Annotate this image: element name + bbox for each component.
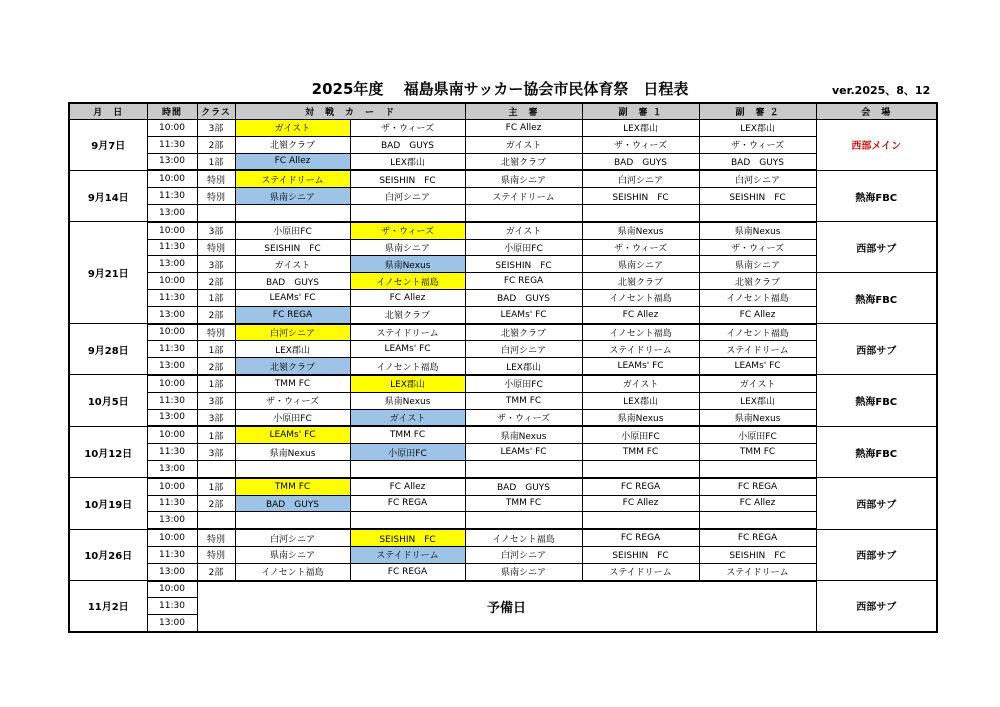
- team-b-cell: イノセント福島: [350, 358, 465, 375]
- referee-cell: 県南Nexus: [465, 426, 582, 443]
- referee-cell: TMM FC: [465, 392, 582, 409]
- assistant1-cell: SEISHIN FC: [582, 188, 699, 205]
- venue-cell: 西部メイン: [816, 120, 937, 171]
- team-b-cell: ザ・ウィーズ: [350, 222, 465, 239]
- table-row: [69, 409, 937, 426]
- team-b-cell: SEISHIN FC: [350, 529, 465, 546]
- class-cell: 3部: [197, 444, 235, 461]
- class-cell: 3部: [197, 392, 235, 409]
- class-cell: 2部: [197, 358, 235, 375]
- class-cell: 3部: [197, 120, 235, 137]
- assistant2-cell: [699, 204, 816, 221]
- assistant1-cell: 小原田FC: [582, 426, 699, 443]
- assistant1-cell: 北嶺クラブ: [582, 273, 699, 290]
- time-cell: 13:00: [147, 204, 197, 221]
- team-a-cell: ガイスト: [235, 120, 350, 137]
- team-b-cell: [350, 204, 465, 221]
- date-cell: 9月21日: [69, 222, 147, 324]
- team-b-cell: 白河シニア: [350, 188, 465, 205]
- referee-cell: 小原田FC: [465, 375, 582, 392]
- venue-cell: 熱海FBC: [816, 170, 937, 221]
- time-cell: 10:00: [147, 324, 197, 341]
- header-time: 時間: [147, 103, 197, 120]
- assistant1-cell: FC Allez: [582, 306, 699, 323]
- team-a-cell: 県南シニア: [235, 546, 350, 563]
- assistant2-cell: 小原田FC: [699, 426, 816, 443]
- assistant1-cell: ガイスト: [582, 375, 699, 392]
- table-row: [69, 358, 937, 375]
- assistant1-cell: 県南Nexus: [582, 409, 699, 426]
- time-cell: 10:00: [147, 426, 197, 443]
- class-cell: 1部: [197, 153, 235, 170]
- assistant1-cell: イノセント福島: [582, 289, 699, 306]
- time-cell: 10:00: [147, 529, 197, 546]
- assistant1-cell: イノセント福島: [582, 324, 699, 341]
- header-class: クラス: [197, 103, 235, 120]
- date-cell: 9月7日: [69, 120, 147, 171]
- time-cell: 13:00: [147, 358, 197, 375]
- table-row: [69, 512, 937, 529]
- table-row: [69, 546, 937, 563]
- time-cell: 11:30: [147, 188, 197, 205]
- assistant2-cell: イノセント福島: [699, 324, 816, 341]
- time-cell: 11:30: [147, 239, 197, 256]
- team-b-cell: 県南シニア: [350, 239, 465, 256]
- table-row: [69, 170, 937, 187]
- assistant1-cell: 白河シニア: [582, 170, 699, 187]
- class-cell: [197, 512, 235, 529]
- venue-cell: 西部サブ: [816, 478, 937, 529]
- assistant2-cell: FC REGA: [699, 478, 816, 495]
- team-a-cell: TMM FC: [235, 375, 350, 392]
- assistant2-cell: イノセント福島: [699, 289, 816, 306]
- class-cell: 1部: [197, 478, 235, 495]
- time-cell: 11:30: [147, 546, 197, 563]
- team-b-cell: 県南Nexus: [350, 392, 465, 409]
- assistant2-cell: 県南Nexus: [699, 222, 816, 239]
- team-b-cell: [350, 512, 465, 529]
- date-cell: 10月19日: [69, 478, 147, 529]
- table-row: [69, 563, 937, 580]
- table-row: [69, 444, 937, 461]
- table-row: [69, 495, 937, 512]
- time-cell: 13:00: [147, 512, 197, 529]
- venue-cell: 西部サブ: [816, 529, 937, 580]
- team-a-cell: FC Allez: [235, 153, 350, 170]
- page-title: 2025年度 福島県南サッカー協会市民体育祭 日程表: [311, 80, 689, 98]
- table-row: [69, 341, 937, 358]
- assistant2-cell: TMM FC: [699, 444, 816, 461]
- class-cell: 3部: [197, 256, 235, 273]
- table-row: [69, 375, 937, 392]
- table-row: [69, 306, 937, 323]
- class-cell: 特別: [197, 546, 235, 563]
- referee-cell: ザ・ウィーズ: [465, 409, 582, 426]
- team-a-cell: ガイスト: [235, 256, 350, 273]
- date-cell: 10月26日: [69, 529, 147, 580]
- class-cell: 特別: [197, 170, 235, 187]
- assistant2-cell: FC REGA: [699, 529, 816, 546]
- assistant1-cell: LEAMs' FC: [582, 358, 699, 375]
- table-row: [69, 529, 937, 546]
- class-cell: 1部: [197, 426, 235, 443]
- assistant1-cell: 県南Nexus: [582, 222, 699, 239]
- assistant2-cell: FC Allez: [699, 495, 816, 512]
- team-b-cell: イノセント福島: [350, 273, 465, 290]
- time-cell: 11:30: [147, 495, 197, 512]
- table-row: [69, 426, 937, 443]
- team-a-cell: 小原田FC: [235, 409, 350, 426]
- time-cell: 11:30: [147, 598, 197, 615]
- class-cell: 特別: [197, 188, 235, 205]
- venue-cell: 西部サブ: [816, 324, 937, 375]
- table-row: [69, 239, 937, 256]
- time-cell: 10:00: [147, 273, 197, 290]
- assistant2-cell: BAD GUYS: [699, 153, 816, 170]
- reserve-day-label: 予備日: [197, 581, 816, 632]
- assistant2-cell: LEAMs' FC: [699, 358, 816, 375]
- team-a-cell: 北嶺クラブ: [235, 358, 350, 375]
- class-cell: 特別: [197, 239, 235, 256]
- date-cell: 9月28日: [69, 324, 147, 375]
- team-b-cell: LEX郡山: [350, 375, 465, 392]
- assistant2-cell: ザ・ウィーズ: [699, 239, 816, 256]
- class-cell: [197, 204, 235, 221]
- header-matchup: 対 戦 カ ー ド: [235, 103, 465, 120]
- team-b-cell: TMM FC: [350, 426, 465, 443]
- referee-cell: [465, 204, 582, 221]
- header-assistant2: 副 審 ２: [699, 103, 816, 120]
- assistant2-cell: 県南Nexus: [699, 409, 816, 426]
- referee-cell: [465, 512, 582, 529]
- venue-cell: 熱海FBC: [816, 426, 937, 477]
- team-a-cell: 小原田FC: [235, 222, 350, 239]
- venue-cell: 熱海FBC: [816, 273, 937, 324]
- venue-cell: 西部サブ: [816, 581, 937, 632]
- referee-cell: TMM FC: [465, 495, 582, 512]
- schedule-body: [69, 120, 937, 632]
- team-a-cell: 白河シニア: [235, 529, 350, 546]
- assistant1-cell: SEISHIN FC: [582, 546, 699, 563]
- date-cell: 9月14日: [69, 170, 147, 221]
- class-cell: 1部: [197, 375, 235, 392]
- team-a-cell: FC REGA: [235, 306, 350, 323]
- assistant1-cell: FC REGA: [582, 529, 699, 546]
- table-row: [69, 256, 937, 273]
- team-b-cell: [350, 460, 465, 477]
- team-a-cell: ザ・ウィーズ: [235, 392, 350, 409]
- assistant2-cell: 県南シニア: [699, 256, 816, 273]
- time-cell: 13:00: [147, 306, 197, 323]
- class-cell: [197, 460, 235, 477]
- team-b-cell: 北嶺クラブ: [350, 306, 465, 323]
- team-a-cell: 白河シニア: [235, 324, 350, 341]
- referee-cell: 白河シニア: [465, 341, 582, 358]
- time-cell: 10:00: [147, 375, 197, 392]
- team-b-cell: 県南Nexus: [350, 256, 465, 273]
- team-b-cell: FC REGA: [350, 495, 465, 512]
- table-row: [69, 478, 937, 495]
- time-cell: 13:00: [147, 409, 197, 426]
- team-b-cell: FC Allez: [350, 478, 465, 495]
- date-cell: 11月2日: [69, 581, 147, 632]
- class-cell: 1部: [197, 289, 235, 306]
- team-b-cell: LEX郡山: [350, 153, 465, 170]
- referee-cell: 北嶺クラブ: [465, 153, 582, 170]
- class-cell: 特別: [197, 324, 235, 341]
- referee-cell: LEAMs' FC: [465, 306, 582, 323]
- referee-cell: ガイスト: [465, 222, 582, 239]
- header-row: [69, 103, 937, 120]
- time-cell: 13:00: [147, 563, 197, 580]
- time-cell: 10:00: [147, 120, 197, 137]
- assistant1-cell: ザ・ウィーズ: [582, 136, 699, 153]
- table-row: [69, 188, 937, 205]
- assistant1-cell: ステイドリーム: [582, 341, 699, 358]
- time-cell: 10:00: [147, 170, 197, 187]
- time-cell: 11:30: [147, 444, 197, 461]
- assistant1-cell: [582, 204, 699, 221]
- assistant2-cell: LEX郡山: [699, 392, 816, 409]
- table-row: [69, 153, 937, 170]
- time-cell: 10:00: [147, 581, 197, 598]
- time-cell: 11:30: [147, 392, 197, 409]
- team-a-cell: [235, 460, 350, 477]
- class-cell: 2部: [197, 495, 235, 512]
- time-cell: 13:00: [147, 460, 197, 477]
- referee-cell: [465, 460, 582, 477]
- team-a-cell: BAD GUYS: [235, 495, 350, 512]
- class-cell: 特別: [197, 529, 235, 546]
- assistant1-cell: LEX郡山: [582, 120, 699, 137]
- assistant2-cell: ステイドリーム: [699, 563, 816, 580]
- time-cell: 11:30: [147, 341, 197, 358]
- assistant1-cell: LEX郡山: [582, 392, 699, 409]
- time-cell: 10:00: [147, 222, 197, 239]
- schedule-table: [68, 102, 938, 633]
- referee-cell: FC REGA: [465, 273, 582, 290]
- referee-cell: 小原田FC: [465, 239, 582, 256]
- team-a-cell: [235, 512, 350, 529]
- version-label: ver.2025、8、12: [832, 84, 931, 97]
- referee-cell: 県南シニア: [465, 170, 582, 187]
- class-cell: 1部: [197, 341, 235, 358]
- team-a-cell: BAD GUYS: [235, 273, 350, 290]
- date-cell: 10月5日: [69, 375, 147, 426]
- header-assistant1: 副 審 １: [582, 103, 699, 120]
- assistant1-cell: [582, 512, 699, 529]
- assistant1-cell: 県南シニア: [582, 256, 699, 273]
- assistant2-cell: ガイスト: [699, 375, 816, 392]
- team-b-cell: LEAMs' FC: [350, 341, 465, 358]
- time-cell: 13:00: [147, 256, 197, 273]
- team-a-cell: TMM FC: [235, 478, 350, 495]
- assistant2-cell: ステイドリーム: [699, 341, 816, 358]
- referee-cell: 北嶺クラブ: [465, 324, 582, 341]
- table-row: [69, 273, 937, 290]
- assistant2-cell: 白河シニア: [699, 170, 816, 187]
- team-b-cell: ステイドリーム: [350, 324, 465, 341]
- table-row: [69, 222, 937, 239]
- header-referee: 主 審: [465, 103, 582, 120]
- assistant1-cell: BAD GUYS: [582, 153, 699, 170]
- assistant2-cell: FC Allez: [699, 306, 816, 323]
- team-a-cell: 県南Nexus: [235, 444, 350, 461]
- time-cell: 10:00: [147, 478, 197, 495]
- team-b-cell: ザ・ウィーズ: [350, 120, 465, 137]
- team-b-cell: 小原田FC: [350, 444, 465, 461]
- assistant1-cell: TMM FC: [582, 444, 699, 461]
- assistant2-cell: 北嶺クラブ: [699, 273, 816, 290]
- team-b-cell: ガイスト: [350, 409, 465, 426]
- referee-cell: イノセント福島: [465, 529, 582, 546]
- venue-cell: 熱海FBC: [816, 375, 937, 426]
- table-row: [69, 460, 937, 477]
- header-date: 月 日: [69, 103, 147, 120]
- assistant2-cell: ザ・ウィーズ: [699, 136, 816, 153]
- time-cell: 13:00: [147, 615, 197, 632]
- table-row: [69, 120, 937, 137]
- venue-cell: 西部サブ: [816, 222, 937, 273]
- assistant2-cell: LEX郡山: [699, 120, 816, 137]
- assistant2-cell: [699, 460, 816, 477]
- assistant1-cell: ザ・ウィーズ: [582, 239, 699, 256]
- team-a-cell: 北嶺クラブ: [235, 136, 350, 153]
- team-a-cell: LEAMs' FC: [235, 289, 350, 306]
- team-b-cell: ステイドリーム: [350, 546, 465, 563]
- class-cell: 2部: [197, 306, 235, 323]
- header-venue: 会 場: [816, 103, 937, 120]
- class-cell: 2部: [197, 563, 235, 580]
- referee-cell: SEISHIN FC: [465, 256, 582, 273]
- time-cell: 11:30: [147, 136, 197, 153]
- team-a-cell: LEAMs' FC: [235, 426, 350, 443]
- team-a-cell: [235, 204, 350, 221]
- team-a-cell: ステイドリーム: [235, 170, 350, 187]
- team-b-cell: BAD GUYS: [350, 136, 465, 153]
- referee-cell: ステイドリーム: [465, 188, 582, 205]
- team-b-cell: FC Allez: [350, 289, 465, 306]
- team-a-cell: 県南シニア: [235, 188, 350, 205]
- time-cell: 11:30: [147, 289, 197, 306]
- class-cell: 3部: [197, 222, 235, 239]
- team-a-cell: イノセント福島: [235, 563, 350, 580]
- table-row: [69, 581, 937, 598]
- assistant1-cell: ステイドリーム: [582, 563, 699, 580]
- assistant1-cell: FC REGA: [582, 478, 699, 495]
- assistant2-cell: [699, 512, 816, 529]
- date-cell: 10月12日: [69, 426, 147, 477]
- table-row: [69, 289, 937, 306]
- assistant2-cell: SEISHIN FC: [699, 546, 816, 563]
- table-row: [69, 392, 937, 409]
- assistant1-cell: FC Allez: [582, 495, 699, 512]
- table-row: [69, 324, 937, 341]
- referee-cell: 県南シニア: [465, 563, 582, 580]
- time-cell: 13:00: [147, 153, 197, 170]
- team-b-cell: SEISHIN FC: [350, 170, 465, 187]
- referee-cell: LEX郡山: [465, 358, 582, 375]
- class-cell: 2部: [197, 273, 235, 290]
- team-a-cell: SEISHIN FC: [235, 239, 350, 256]
- referee-cell: BAD GUYS: [465, 478, 582, 495]
- referee-cell: ガイスト: [465, 136, 582, 153]
- referee-cell: LEAMs' FC: [465, 444, 582, 461]
- class-cell: 2部: [197, 136, 235, 153]
- team-b-cell: FC REGA: [350, 563, 465, 580]
- table-row: [69, 136, 937, 153]
- assistant1-cell: [582, 460, 699, 477]
- table-row: [69, 204, 937, 221]
- team-a-cell: LEX郡山: [235, 341, 350, 358]
- assistant2-cell: SEISHIN FC: [699, 188, 816, 205]
- referee-cell: BAD GUYS: [465, 289, 582, 306]
- referee-cell: 白河シニア: [465, 546, 582, 563]
- class-cell: 3部: [197, 409, 235, 426]
- referee-cell: FC Allez: [465, 120, 582, 137]
